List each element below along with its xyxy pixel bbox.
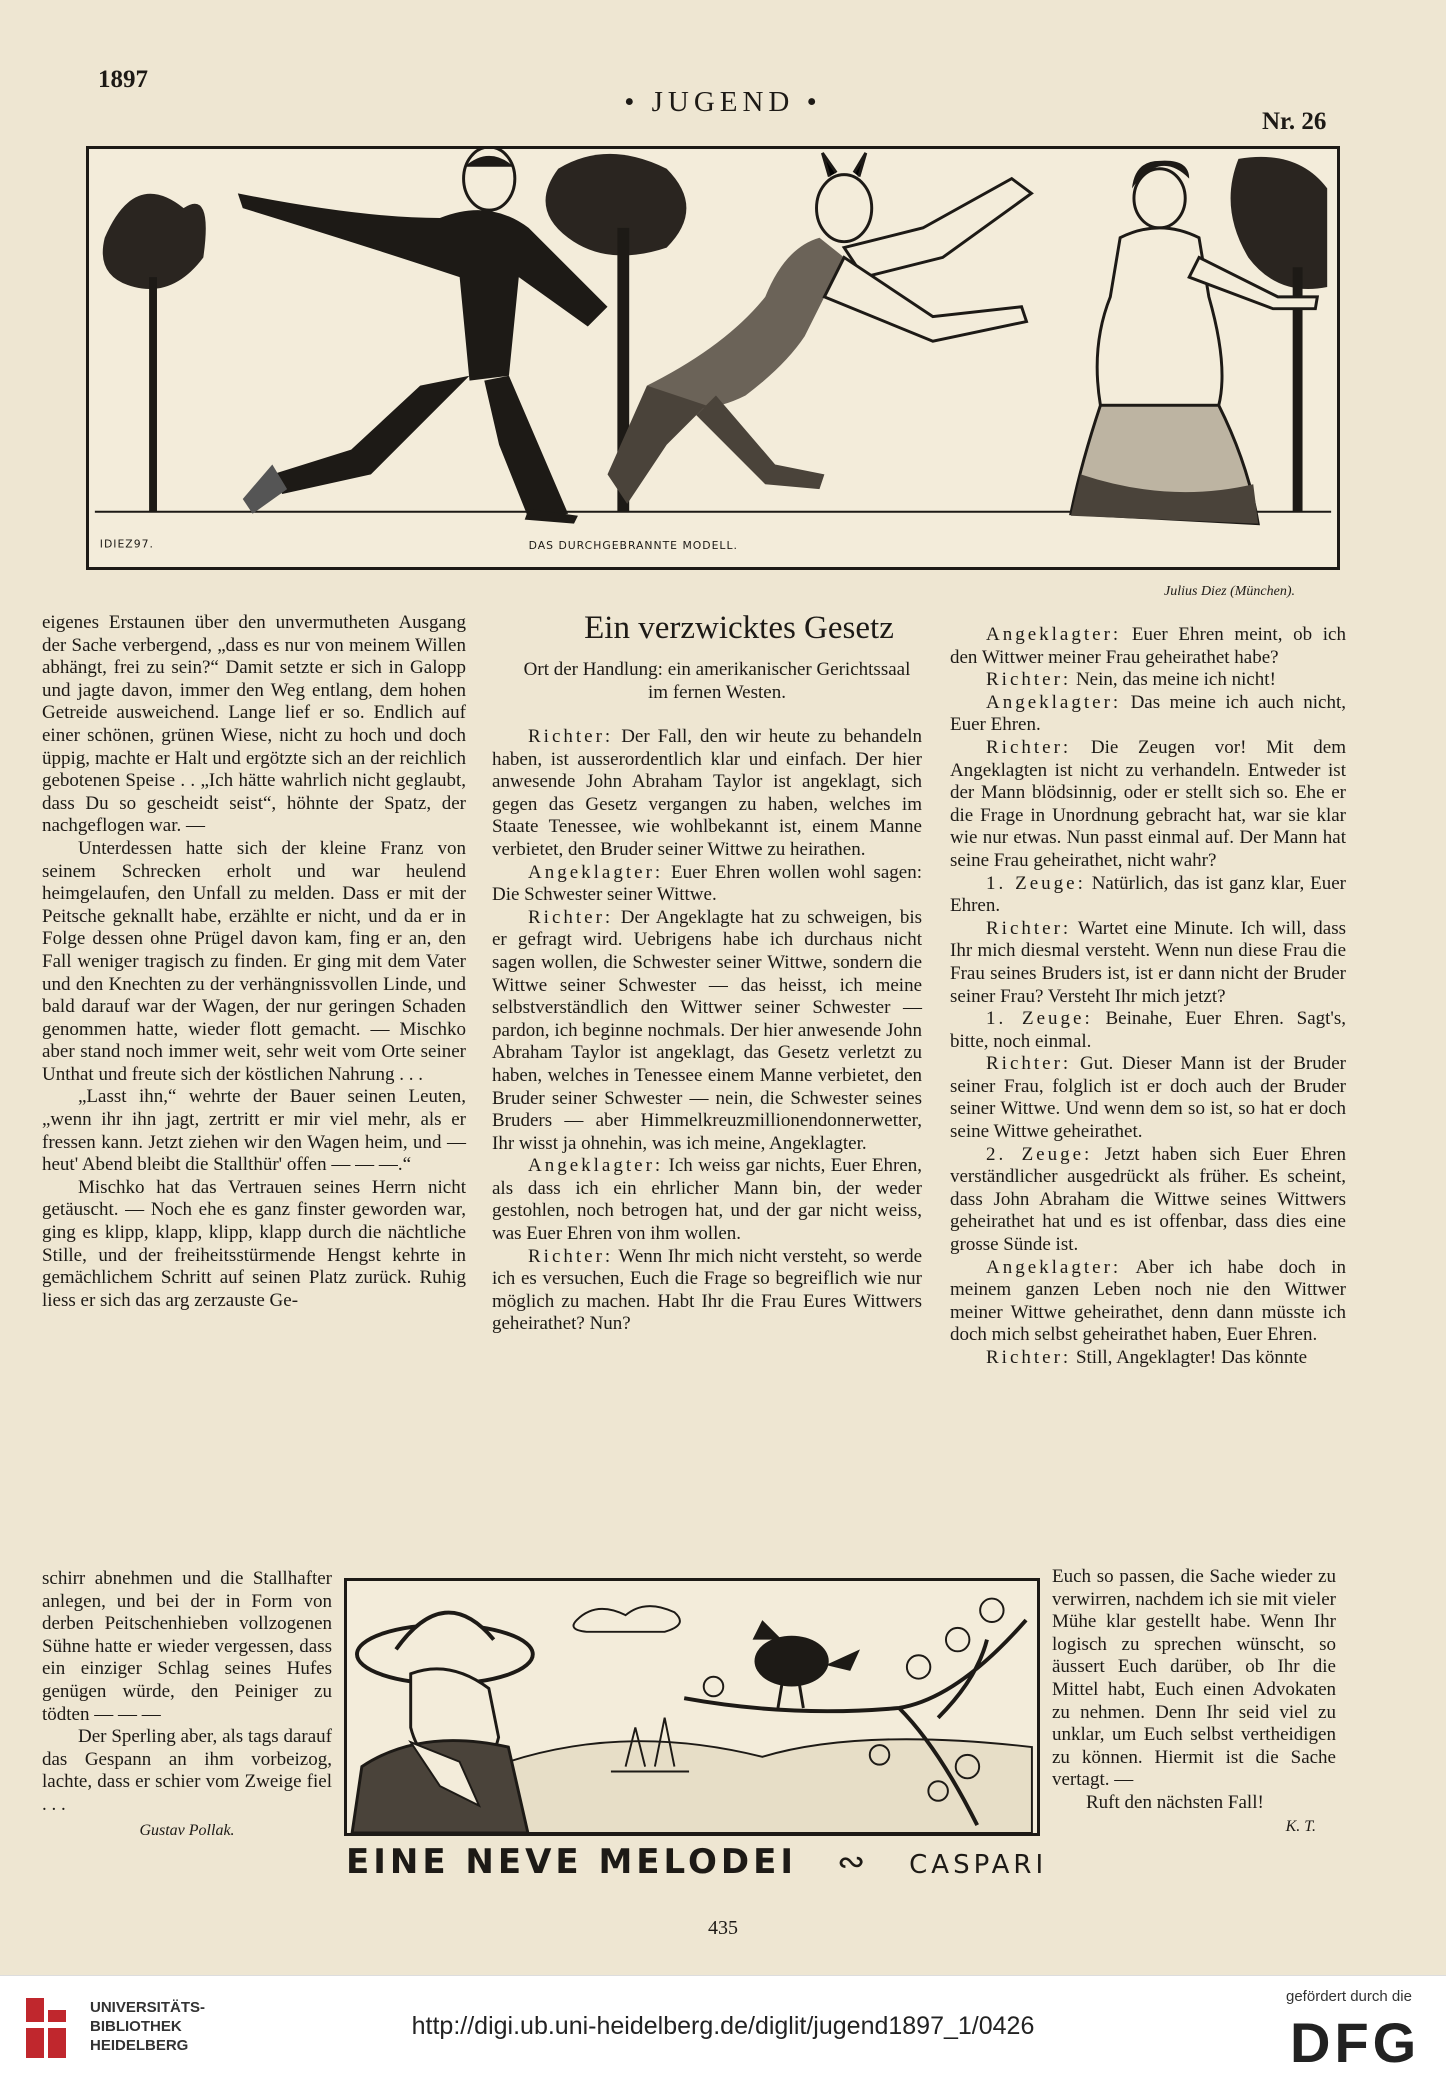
middle-column [492, 726, 922, 1336]
speaker-label: Angeklagter: [528, 1155, 664, 1177]
speaker-label: Angeklagter: [986, 1256, 1122, 1278]
right-narrow-text: Euch so passen, die Sache wieder zu verwirren, nachdem ich sie mit vieler Mühe klar gestellt habe. Wenn Ihr logisch zu sprechen wünscht, so äussert Euch darüber, ob Ihr die Mittel habt, Euch einen Advokaten zu nehmen. Denn Ihr seid viel zu unklar, um Euch selbst vertheidigen zu können. Hiermit ist die Sache vertagt. — [1052, 1566, 1336, 1791]
bottom-caption [346, 1842, 1306, 1882]
right-column [950, 624, 1346, 1370]
magazine-title: • JUGEND • [624, 86, 822, 118]
speaker-label: Richter: [986, 917, 1072, 939]
article-subtitle: Ort der Handlung: ein amerikanischer Gerichtssaal im fernen Westen. [523, 659, 911, 703]
left-paragraph: Mischko hat das Vertrauen seines Herrn nicht getäuscht. — Noch ehe es ganz finster geworden war, ging es klipp, klapp, klipp, klapp durch die nächtliche Stille, und der freiheitsstürmende Hengst kehrte in gemächlichem Schritt auf seinen Platz zurück. Ruhig liess er sich das arg zerzauste Ge- [42, 1176, 466, 1311]
page-number: 435 [708, 1917, 738, 1939]
bottom-caption-title: EINE NEVE MELODEI [346, 1842, 797, 1882]
dialogue-text: Die Zeugen vor! Mit dem Angeklagten ist nicht zu verhandeln. Entweder ist der Mann blödsinnig, oder er stellt sich so. Ehe er die Frage in Unordnung gebracht hat, war sie klar wie nur etwas. Nun passt einmal auf. Der Mann hat seine Frau geheirathet, nicht wahr? [950, 736, 1346, 871]
top-illustration-drawing [89, 149, 1337, 567]
illustration-caption: DAS DURCHGEBRANNTE MODELL. [528, 539, 738, 553]
speaker-label: Richter: [528, 726, 614, 747]
dialogue-text: Beinahe, Euer Ehren. Sagt's, bitte, noch einmal. [950, 1008, 1346, 1052]
dialogue-text: Euer Ehren wollen wohl sagen: Die Schwester seiner Wittwe. [492, 861, 922, 906]
header-year: 1897 [98, 66, 148, 93]
bottom-caption-artist: CASPARI [909, 1850, 1048, 1880]
dialogue-text: Der Fall, den wir heute zu behandeln haben, ist ausserordentlich klar und einfach. Der hier anwesende John Abraham Taylor ist angeklagt, sich gegen das Gesetz vergangen zu haben, welches im Staate Tenessee, wie wohlbekannt ist, einem Manne verbietet, den Bruder seiner Wittwe zu heirathen. [492, 726, 922, 860]
tilde-ornament: ∾ [836, 1842, 870, 1882]
author-signature: Gustav Pollak. [139, 1821, 235, 1839]
artist-signature: IDIEZ97. [99, 537, 154, 551]
left-paragraph: Der Sperling aber, als tags darauf das Gespann an ihm vorbeizog, lachte, dass er schier vom Zweige fiel . . . [42, 1726, 332, 1815]
left-paragraph: Unterdessen hatte sich der kleine Franz von seinem Schrecken erholt und war heulend heimgelaufen, den Unfall zu melden. Dass er mit der Peitsche geknallt habe, erzählte er nicht, und da er in Folge dessen ohne Prügel davon kam, fing er an, den Fall weniger tragisch zu finden. Er ging mit dem Vater und den Knechten zu der verhängnissvollen Linde, und bald darauf war der Wagen, der nur geringen Schaden genommen hatte, wieder flott gemacht. — Mischko aber stand noch immer weit, sehr weit vom Orte seiner Unthat und freute sich der köstlichen Nahrung . . . [42, 837, 466, 1085]
left-column [42, 612, 466, 1312]
speaker-label: Angeklagter: [986, 691, 1122, 713]
issue-number: Nr. 26 [1262, 108, 1327, 135]
illustration-credit: Julius Diez (München). [1164, 584, 1296, 599]
right-column-narrow [1052, 1566, 1336, 1838]
dialogue-text: Wartet eine Minute. Ich will, dass Ihr mich diesmal versteht. Wenn nun diese Frau die Frau seines Bruders ist, ist er dann nicht der Bruder seiner Frau? Versteht Ihr mich jetzt? [950, 917, 1346, 1007]
speaker-label: Richter: [528, 906, 614, 928]
speaker-label: Angeklagter: [528, 861, 664, 883]
speaker-label: 2. Zeuge: [986, 1143, 1093, 1165]
left-paragraph: „Lasst ihn,“ wehrte der Bauer seinen Leuten, „wenn ihr ihn jagt, zertritt er mir viel mehr, als er fressen kann. Jetzt ziehen wir den Wagen heim, und — heut' Abend bleibt die Stallthür' offen — — —.“ [42, 1086, 466, 1176]
dfg-logo[interactable]: DFG [1290, 2011, 1421, 2074]
speaker-label: 1. Zeuge: [986, 1008, 1093, 1030]
viewer-footer [0, 1975, 1446, 2083]
left-paragraph: eigenes Erstaunen über den unvermutheten Ausgang der Sache verbergend, „dass es nur von meinem Willen abhängt, frei zu sein?“ Damit setzte er sich in Galopp und jagte davon, immer den Weg entlang, dem hohen Getreide ausweichend. Lange lief er so. Endlich auf einer schönen, grünen Wiese, nicht zu hoch und doch üppig, machte er Halt und ergötzte sich an der reichlich gebotenen Speise . . „Ich hätte wahrlich nicht geglaubt, dass Du so gescheidt seist“, höhnte der Spatz, der nachgeflogen war. — [42, 612, 466, 837]
article-author: K. T. [1285, 1817, 1316, 1835]
speaker-label: Richter: [528, 1245, 614, 1267]
article-title: Ein verzwicktes Gesetz [584, 610, 894, 646]
speaker-label: 1. Zeuge: [986, 872, 1086, 894]
library-name-line: UNIVERSITÄTS- [90, 1999, 206, 2016]
dialogue-text: Wenn Ihr mich nicht versteht, so werde ich es versuchen, Euch die Frage so begreiflich wie nur möglich zu machen. Habt Ihr die Frau Eures Wittwers geheirathet? Nun? [492, 1245, 922, 1335]
permalink-url[interactable]: http://digi.ub.uni-heidelberg.de/diglit/jugend1897_1/0426 [411, 2012, 1035, 2040]
dialogue-text: Aber ich habe doch in meinem ganzen Leben noch nie den Wittwer meiner Wittwe geheirathet, denn dann müsste ich doch mich selbst geheirathet haben, Euer Ehren. [950, 1256, 1346, 1346]
dialogue-text: Jetzt haben sich Euer Ehren verständlicher ausgedrückt als früher. Es scheint, dass John Abraham die Wittwe seines Wittwers geheirathet hat und es ist offenbar, dass dies eine grosse Sünde ist. [950, 1143, 1346, 1256]
library-name-line: HEIDELBERG [90, 2037, 189, 2054]
bottom-illustration-drawing [347, 1581, 1037, 1833]
left-column-narrow [42, 1568, 332, 1842]
speaker-label: Richter: [986, 1347, 1072, 1368]
dialogue-text: Gut. Dieser Mann ist der Bruder seiner Frau, folglich ist er doch auch der Bruder seiner Wittwe. Und wenn dem so ist, so hat er doch seine Wittwe geheirathet. [950, 1053, 1346, 1143]
dialogue-text: Das meine ich auch nicht, Euer Ehren. [950, 691, 1346, 736]
speaker-label: Richter: [986, 736, 1072, 758]
top-illustration [86, 146, 1340, 570]
sponsor-note: gefördert durch die [1286, 1988, 1412, 2005]
library-name-line: BIBLIOTHEK [90, 2018, 182, 2035]
speaker-label: Richter: [986, 669, 1072, 691]
speaker-label: Richter: [986, 1053, 1072, 1075]
dialogue-text: Euer Ehren meint, ob ich den Wittwer meiner Frau geheirathet habe? [950, 624, 1346, 668]
dialogue-text: Ich weiss gar nichts, Euer Ehren, als dass ich ein ehrlicher Mann bin, der weder gestohlen, noch betrogen hat, und der gar nicht weiss, was Euer Ehren von ihm wollen. [492, 1155, 922, 1245]
left-paragraph: schirr abnehmen und die Stallhafter anlegen, und bei der in Form von derben Peitschenhieben vollzogenen Sühne hatte er wieder vergessen, dass ein einziger Schlag seines Hufes genügen würde, den Peiniger zu tödten — — — [42, 1568, 332, 1725]
bottom-illustration [344, 1578, 1040, 1836]
dialogue-text: Still, Angeklagter! Das könnte [1071, 1347, 1308, 1368]
dialogue-text: Natürlich, das ist ganz klar, Euer Ehren. [950, 872, 1346, 917]
dialogue-text: Nein, das meine ich nicht! [1071, 669, 1276, 691]
speaker-label: Angeklagter: [986, 624, 1122, 645]
dialogue-text: Der Angeklagte hat zu schweigen, bis er gefragt wird. Uebrigens habe ich durchaus nicht sagen wollen, die Schwester seiner Wittwe, sondern die Wittwe seiner Schwester — das heisst, ich meine selbstverständlich den Wittwer seiner Schwester — pardon, ich beginne nochmals. Der hier anwesende John Abraham Taylor ist angeklagt, das Gesetz verletzt zu haben, welches in Tenessee einem Manne verbietet, den Bruder seiner Schwester — nein, die Schwester seines Bruders — aber Himmelkreuzmillionendonnerwetter, Ihr wisst ja ohnehin, was ich meine, Angeklagter. [492, 906, 922, 1154]
closing-line: Ruft den nächsten Fall! [1086, 1791, 1264, 1813]
